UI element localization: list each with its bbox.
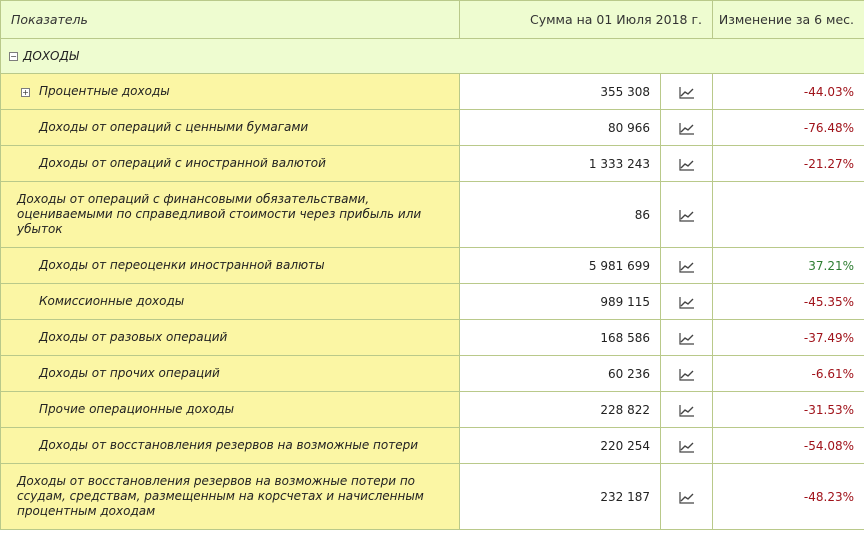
chart-button[interactable] (661, 146, 713, 182)
row-label-cell (1, 284, 460, 320)
row-change: -21.27% (713, 146, 864, 182)
row-label-cell (1, 146, 460, 182)
row-change: -76.48% (713, 110, 864, 146)
row-change: -37.49% (713, 320, 864, 356)
row-value: 220 254 (460, 428, 661, 464)
chart-button[interactable] (661, 110, 713, 146)
line-chart-icon[interactable] (679, 367, 695, 381)
line-chart-icon[interactable] (679, 295, 695, 309)
expand-icon[interactable]: + (22, 88, 29, 97)
row-label: Доходы от восстановления резервов на возможные потери по ссудам, средствам, размещенным на корсчетах и начисленным процентным доходам (17, 474, 424, 518)
section-row-income (1, 39, 864, 74)
row-label-cell (1, 392, 460, 428)
row-change: -44.03% (713, 74, 864, 110)
table-row (1, 464, 864, 530)
chart-button[interactable] (661, 356, 713, 392)
row-label: Доходы от прочих операций (39, 366, 220, 380)
chart-button[interactable] (661, 428, 713, 464)
header-change[interactable]: Изменение за 6 мес. (713, 1, 864, 39)
table-row (1, 284, 864, 320)
table-row (1, 248, 864, 284)
table-row (1, 110, 864, 146)
row-change (713, 182, 864, 248)
line-chart-icon[interactable] (679, 439, 695, 453)
row-value: 5 981 699 (460, 248, 661, 284)
row-value: 60 236 (460, 356, 661, 392)
row-label-cell (1, 248, 460, 284)
row-label-cell (1, 110, 460, 146)
row-label: Процентные доходы (39, 84, 170, 98)
chart-button[interactable] (661, 74, 713, 110)
header-indicator[interactable]: Показатель (1, 1, 460, 39)
row-label: Доходы от переоценки иностранной валюты (39, 258, 325, 272)
chart-button[interactable] (661, 392, 713, 428)
row-change: -6.61% (713, 356, 864, 392)
row-change: -31.53% (713, 392, 864, 428)
table-row (1, 356, 864, 392)
line-chart-icon[interactable] (679, 259, 695, 273)
line-chart-icon[interactable] (679, 121, 695, 135)
row-label: Прочие операционные доходы (39, 402, 235, 416)
row-label: Комиссионные доходы (39, 294, 185, 308)
row-label-cell (1, 182, 460, 248)
line-chart-icon[interactable] (679, 85, 695, 99)
row-value: 232 187 (460, 464, 661, 530)
row-label-cell (1, 74, 460, 110)
table-row (1, 428, 864, 464)
row-value: 80 966 (460, 110, 661, 146)
chart-button[interactable] (661, 248, 713, 284)
chart-button[interactable] (661, 284, 713, 320)
table-row (1, 146, 864, 182)
table-row (1, 392, 864, 428)
chart-button[interactable] (661, 320, 713, 356)
row-change: -45.35% (713, 284, 864, 320)
row-label: Доходы от операций с ценными бумагами (39, 120, 309, 134)
section-title: ДОХОДЫ (23, 49, 79, 63)
row-label-cell (1, 464, 460, 530)
chart-button[interactable] (661, 182, 713, 248)
row-value: 228 822 (460, 392, 661, 428)
line-chart-icon[interactable] (679, 490, 695, 504)
table-header-row (1, 1, 864, 39)
section-cell (1, 39, 864, 74)
row-change: -48.23% (713, 464, 864, 530)
row-value: 989 115 (460, 284, 661, 320)
row-label: Доходы от операций с финансовыми обязательствами, оцениваемыми по справедливой стоимости через прибыль или убыток (17, 192, 422, 236)
table-row (1, 74, 864, 110)
line-chart-icon[interactable] (679, 208, 695, 222)
line-chart-icon[interactable] (679, 157, 695, 171)
line-chart-icon[interactable] (679, 331, 695, 345)
row-label: Доходы от разовых операций (39, 330, 228, 344)
row-value: 355 308 (460, 74, 661, 110)
row-change: -54.08% (713, 428, 864, 464)
row-value: 86 (460, 182, 661, 248)
chart-button[interactable] (661, 464, 713, 530)
row-label-cell (1, 356, 460, 392)
row-change: 37.21% (713, 248, 864, 284)
header-sum[interactable]: Сумма на 01 Июля 2018 г. (460, 1, 713, 39)
collapse-icon[interactable]: − (10, 52, 17, 61)
row-label: Доходы от операций с иностранной валютой (39, 156, 326, 170)
row-value: 1 333 243 (460, 146, 661, 182)
row-label: Доходы от восстановления резервов на возможные потери (39, 438, 419, 452)
row-label-cell (1, 320, 460, 356)
row-value: 168 586 (460, 320, 661, 356)
line-chart-icon[interactable] (679, 403, 695, 417)
row-label-cell (1, 428, 460, 464)
table-row (1, 320, 864, 356)
table-row (1, 182, 864, 248)
